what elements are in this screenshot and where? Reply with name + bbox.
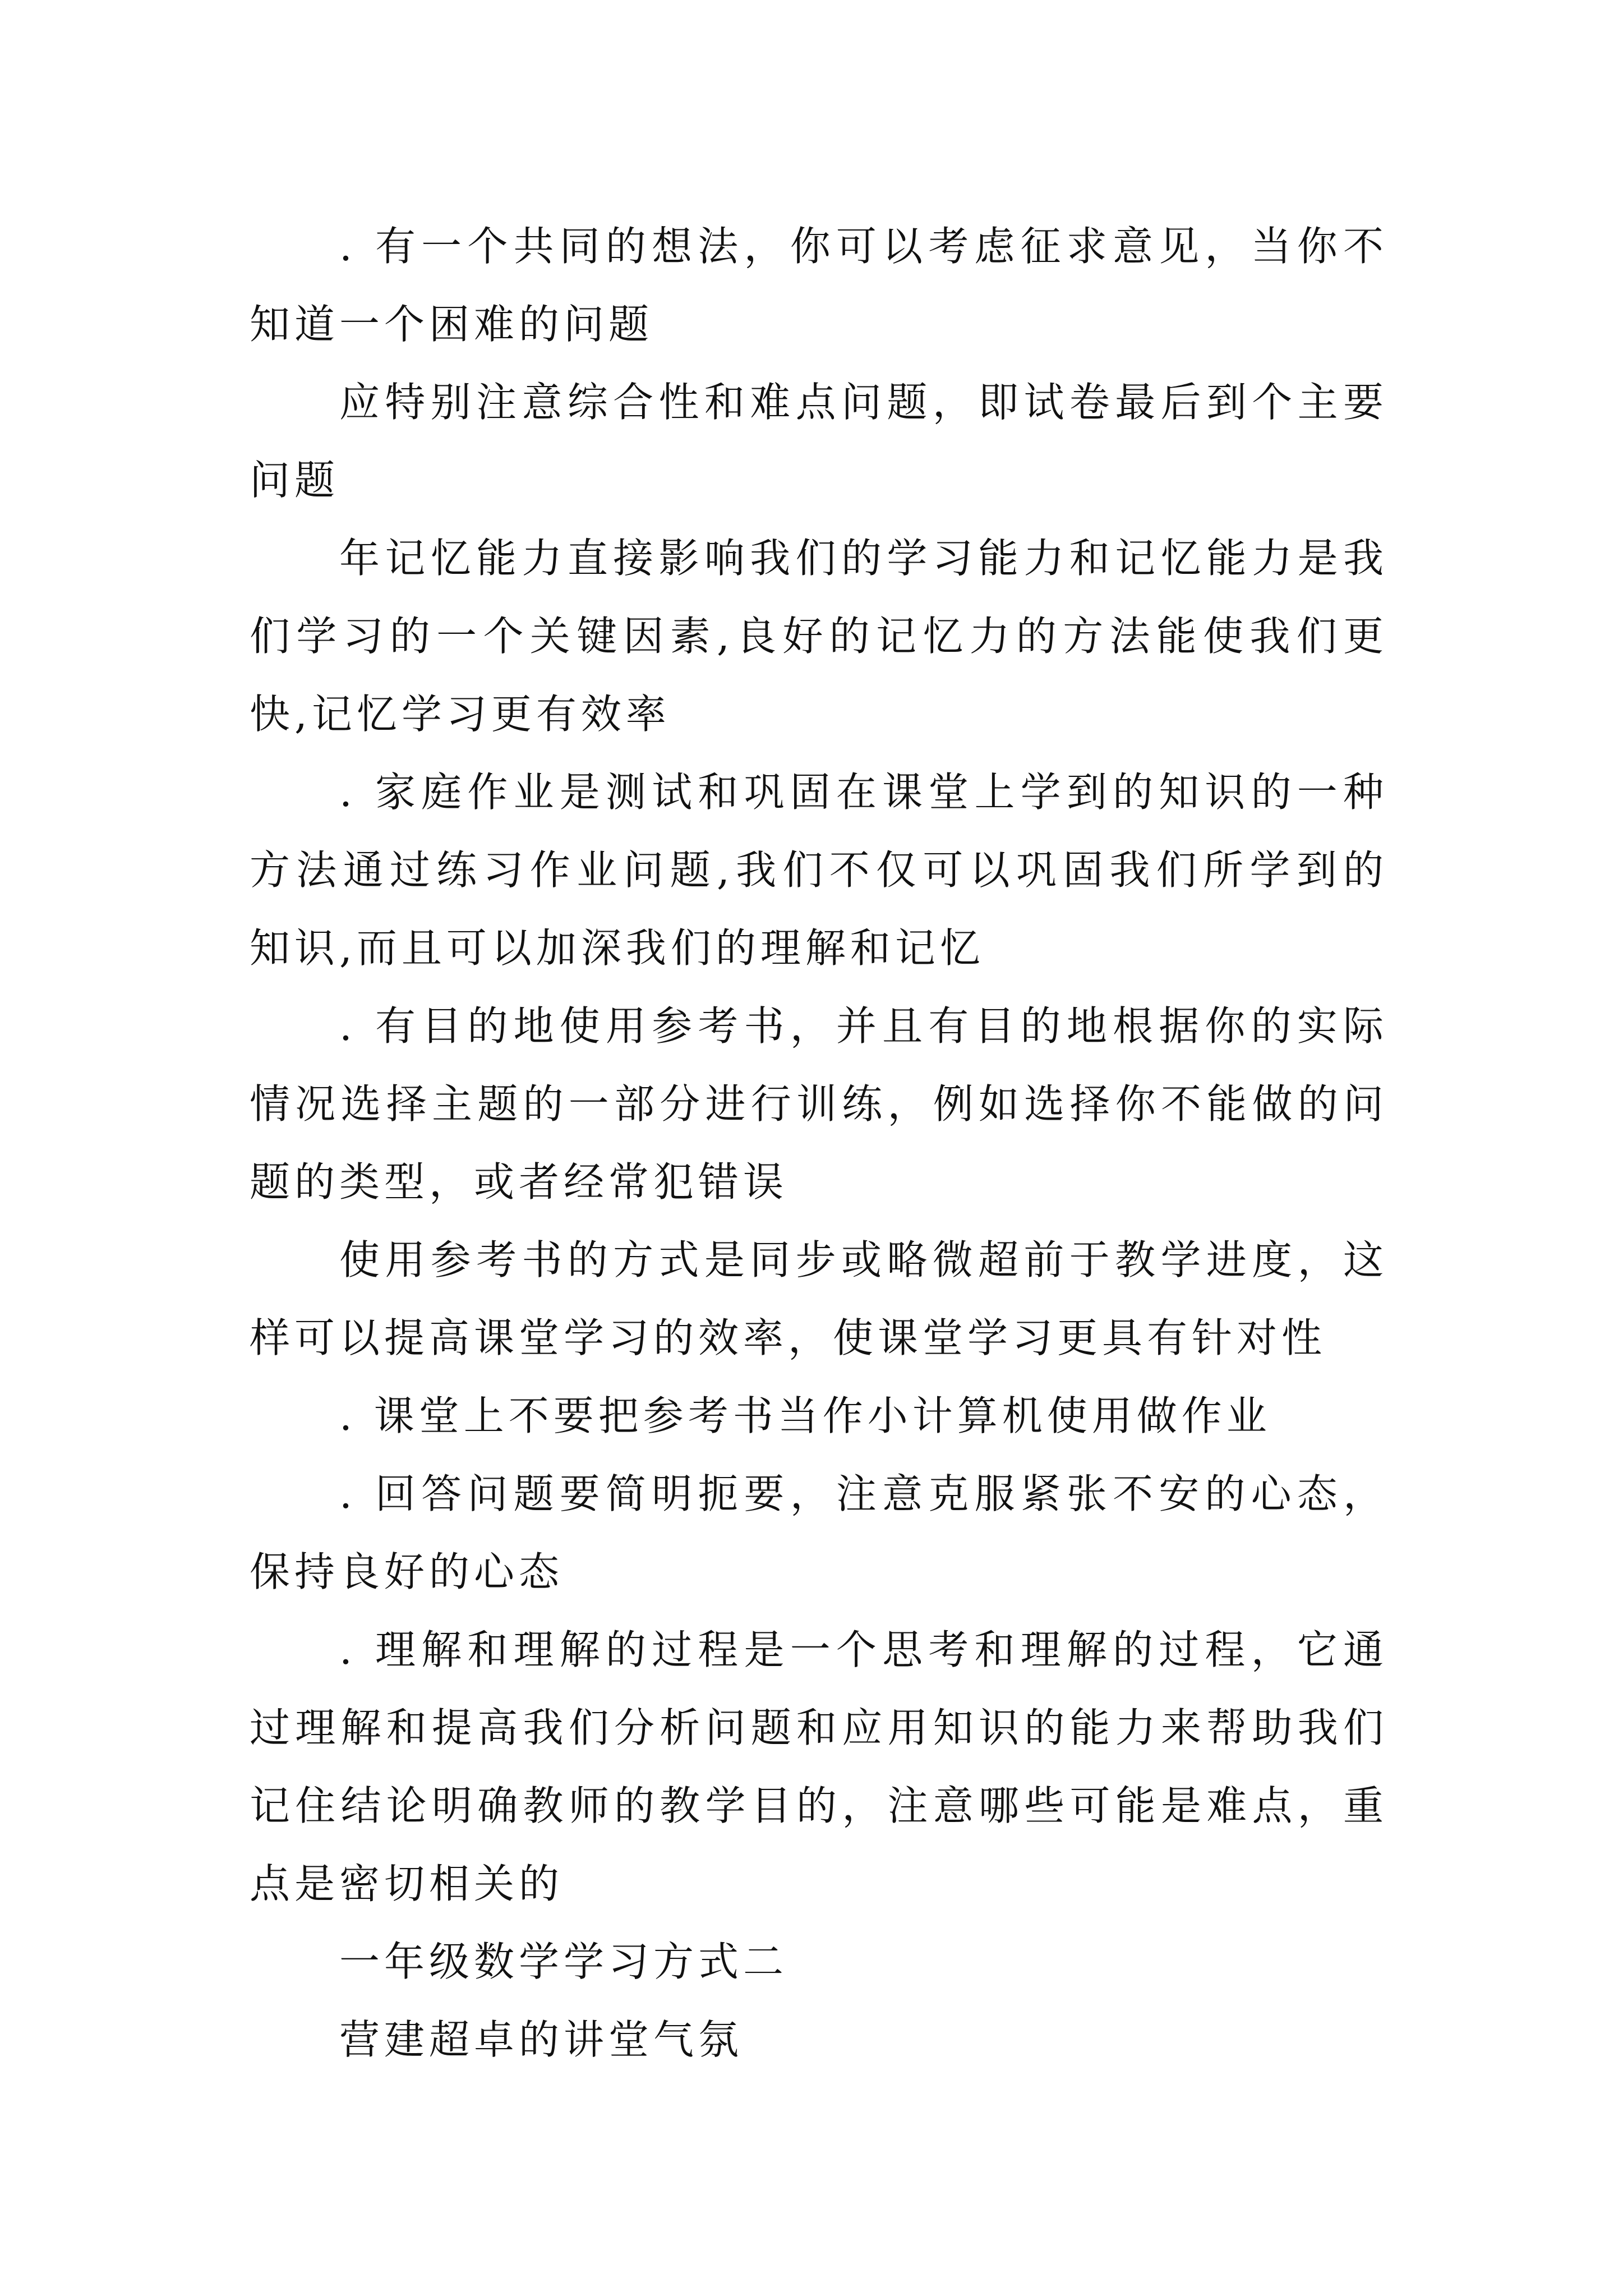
paragraph: 使用参考书的方式是同步或略微超前于教学进度，这样可以提高课堂学习的效率，使课堂学习更具有针对性 — [250, 1236, 1388, 1361]
paragraph: . 理解和理解的过程是一个思考和理解的过程，它通过理解和提高我们分析问题和应用知识的能力来帮助我们记住结论明确教师的教学目的，注意哪些可能是难点，重点是密切相关的 — [250, 1626, 1388, 1907]
paragraph: 应特别注意综合性和难点问题，即试卷最后到个主要问题 — [250, 379, 1388, 504]
document-body — [250, 208, 1388, 2079]
paragraph: . 课堂上不要把参考书当作小计算机使用做作业 — [339, 1392, 1271, 1439]
paragraph: . 回答问题要简明扼要，注意克服紧张不安的心态，保持良好的心态 — [250, 1470, 1388, 1595]
paragraph: 年记忆能力直接影响我们的学习能力和记忆能力是我们学习的一个关键因素,良好的记忆力的方法能使我们更快,记忆学习更有效率 — [250, 535, 1388, 738]
paragraph: . 有一个共同的想法，你可以考虑征求意见，当你不知道一个困难的问题 — [250, 223, 1388, 348]
paragraph: 营建超卓的讲堂气氛 — [339, 2016, 744, 2063]
section-heading: 一年级数学学习方式二 — [339, 1938, 789, 1985]
paragraph: . 家庭作业是测试和巩固在课堂上学到的知识的一种方法通过练习作业问题,我们不仅可以巩固我们所学到的知识,而且可以加深我们的理解和记忆 — [250, 769, 1388, 972]
paragraph: . 有目的地使用参考书，并且有目的地根据你的实际情况选择主题的一部分进行训练，例如选择你不能做的问题的类型，或者经常犯错误 — [250, 1002, 1388, 1205]
